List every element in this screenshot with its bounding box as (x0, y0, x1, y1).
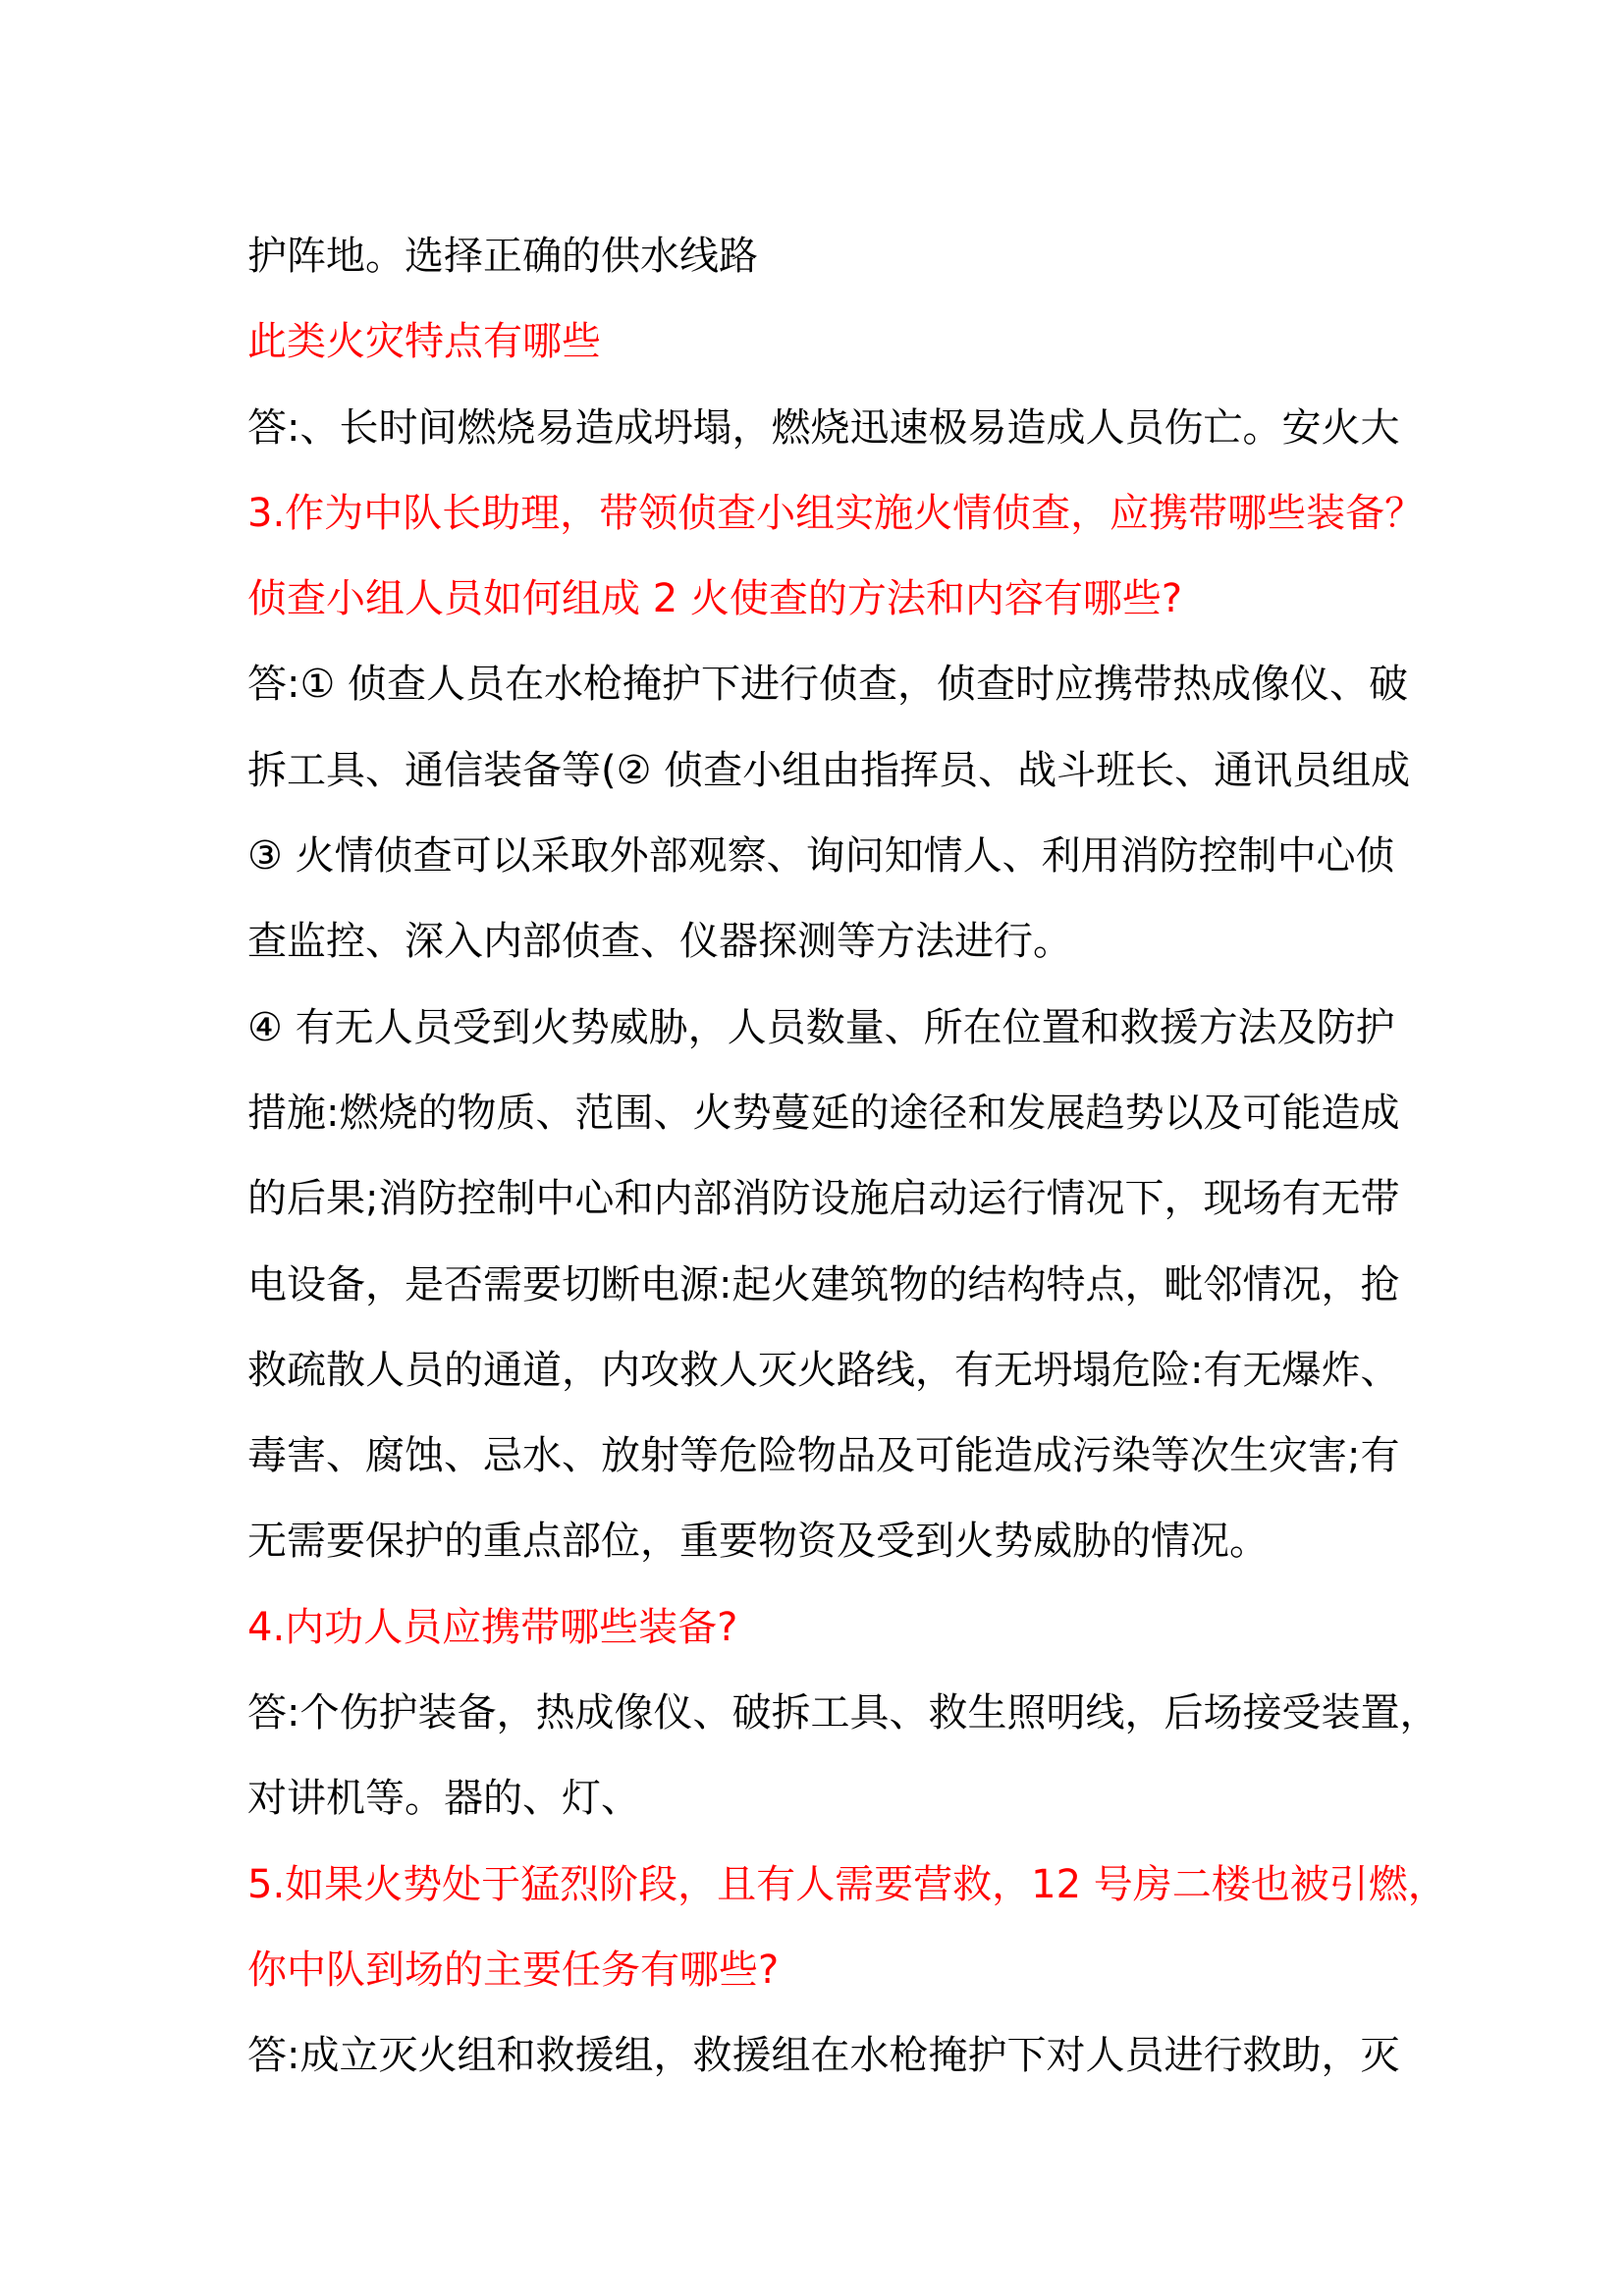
answer-line: 答:① 侦查人员在水枪掩护下进行侦查，侦查时应携带热成像仪、破 (247, 662, 1409, 708)
answer-line: 查监控、深入内部侦查、仪器探测等方法进行。 (247, 919, 1072, 965)
question-line: 3.作为中队长助理，带领侦查小组实施火情侦查，应携带哪些装备？ (247, 490, 1425, 536)
answer-line: 无需要保护的重点部位，重要物资及受到火势威胁的情况。 (247, 1519, 1269, 1565)
answer-line: 的后果;消防控制中心和内部消防设施启动运行情况下，现场有无带 (247, 1176, 1400, 1222)
question-line: 5.如果火势处于猛烈阶段，且有人需要营救，12 号房二楼也被引燃， (247, 1861, 1447, 1907)
answer-line: 电设备，是否需要切断电源:起火建筑物的结构特点，毗邻情况，抢 (247, 1261, 1400, 1308)
answer-line: 措施:燃烧的物质、范围、火势蔓延的途径和发展趋势以及可能造成 (247, 1090, 1400, 1136)
document-body (247, 214, 1447, 2100)
answer-line: 答:成立灭火组和救援组，救援组在水枪掩护下对人员进行救助，灭 (247, 2033, 1400, 2079)
question-line: 4.内功人员应携带哪些装备? (247, 1604, 738, 1650)
answer-line: 毒害、腐蚀、忌水、放射等危险物品及可能造成污染等次生灾害;有 (247, 1433, 1400, 1479)
answer-line: 对讲机等。器的、灯、 (247, 1776, 640, 1822)
answer-line: 拆工具、通信装备等(② 侦查小组由指挥员、战斗班长、通讯员组成 (247, 747, 1411, 793)
answer-line: ④ 有无人员受到火势威胁，人员数量、所在位置和救援方法及防护 (247, 1004, 1395, 1050)
answer-line: 答:、长时间燃烧易造成坍塌，燃烧迅速极易造成人员伤亡。安火大 (247, 404, 1400, 451)
question-line: 你中队到场的主要任务有哪些? (247, 1947, 780, 1993)
answer-line: 答:个伤护装备，热成像仪、破拆工具、救生照明线，后场接受装置， (247, 1690, 1439, 1736)
answer-line: 护阵地。选择正确的供水线路 (247, 234, 758, 279)
answer-line: 救疏散人员的通道，内攻救人灭火路线，有无坍塌危险:有无爆炸、 (247, 1347, 1400, 1393)
question-line: 侦查小组人员如何组成 2 火使查的方法和内容有哪些? (247, 576, 1183, 622)
answer-line: ③ 火情侦查可以采取外部观察、询问知情人、利用消防控制中心侦 (247, 833, 1395, 880)
question-line: 此类火灾特点有哪些 (247, 319, 601, 365)
